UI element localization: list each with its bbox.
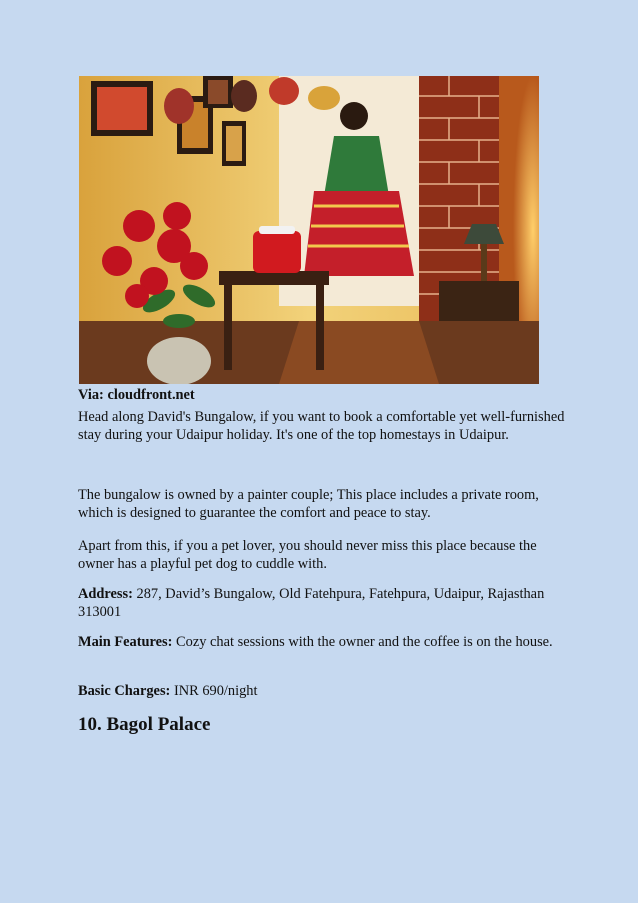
table-leg-right [316, 285, 324, 370]
lamp-stand [481, 244, 487, 284]
features-value: Cozy chat sessions with the owner and the coffee is on the house. [172, 634, 553, 650]
pets-paragraph: Apart from this, if you a pet lover, you should never miss this place because the owner has a playful pet dog to cuddle with. [78, 538, 537, 572]
table-top [219, 271, 329, 285]
flower-pot [147, 337, 211, 384]
address-label: Address: [78, 586, 133, 602]
charges-label: Basic Charges: [78, 683, 171, 699]
charges-value: INR 690/night [170, 683, 258, 699]
table-leg-left [224, 285, 232, 370]
mural-blouse [324, 136, 389, 196]
mural-pot [308, 86, 340, 110]
owner-paragraph: The bungalow is owned by a painter couple; This place includes a private room, which is designed to guarantee the comfort and peace to stay. [78, 487, 539, 521]
charges-paragraph [78, 682, 568, 700]
address-value: 287, David’s Bungalow, Old Fatehpura, Fatehpura, Udaipur, Rajasthan 313001 [78, 586, 545, 620]
red-cooler [253, 231, 301, 273]
bungalow-interior-photo [79, 76, 539, 384]
photo-illustration [79, 76, 539, 384]
features-paragraph [78, 633, 568, 651]
photo-caption: Via: cloudfront.net [78, 387, 195, 403]
section-heading: 10. Bagol Palace [78, 714, 211, 735]
cooler-lid [259, 226, 295, 234]
rug [279, 321, 439, 384]
features-label: Main Features: [78, 634, 173, 650]
intro-paragraph: Head along David's Bungalow, if you want to book a comfortable yet well-furnished stay during your Udaipur holiday. It's one of the top homestays in Udaipur. [78, 409, 565, 443]
mural-skirt [304, 191, 414, 276]
address-paragraph [78, 585, 568, 621]
mural-head [340, 102, 368, 130]
